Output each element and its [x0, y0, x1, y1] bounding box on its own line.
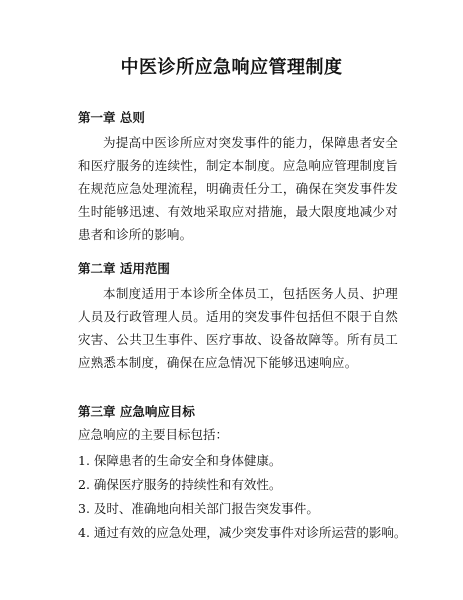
chapter-3-heading: 第三章 应急响应目标	[78, 404, 195, 419]
goal-item: 1. 保障患者的生命安全和身体健康。	[78, 453, 282, 468]
chapter-3-intro: 应急响应的主要目标包括：	[78, 427, 229, 442]
chapter-1-heading: 第一章 总则	[78, 110, 145, 125]
document-title: 中医诊所应急响应管理制度	[120, 57, 343, 78]
goal-item: 4. 通过有效的应急处理，减少突发事件对诊所运营的影响。	[78, 525, 407, 540]
goal-item: 3. 及时、准确地向相关部门报告突发事件。	[78, 501, 319, 516]
chapter-2-paragraph: 本制度适用于本诊所全体员工，包括医务人员、护理人员及行政管理人员。适用的突发事件包括但不限于自然灾害、公共卫生事件、医疗事故、设备故障等。所有员工应熟悉本制度，确保在应急情况下能够迅速响应。	[78, 286, 398, 370]
chapter-1-paragraph: 为提高中医诊所应对突发事件的能力，保障患者安全和医疗服务的连续性，制定本制度。应急响应管理制度旨在规范应急处理流程，明确责任分工，确保在突发事件发生时能够迅速、有效地采取应对措施，最大限度地减少对患者和诊所的影响。	[78, 135, 398, 242]
goal-item: 2. 确保医疗服务的持续性和有效性。	[78, 477, 282, 492]
chapter-2-heading: 第二章 适用范围	[78, 261, 170, 276]
